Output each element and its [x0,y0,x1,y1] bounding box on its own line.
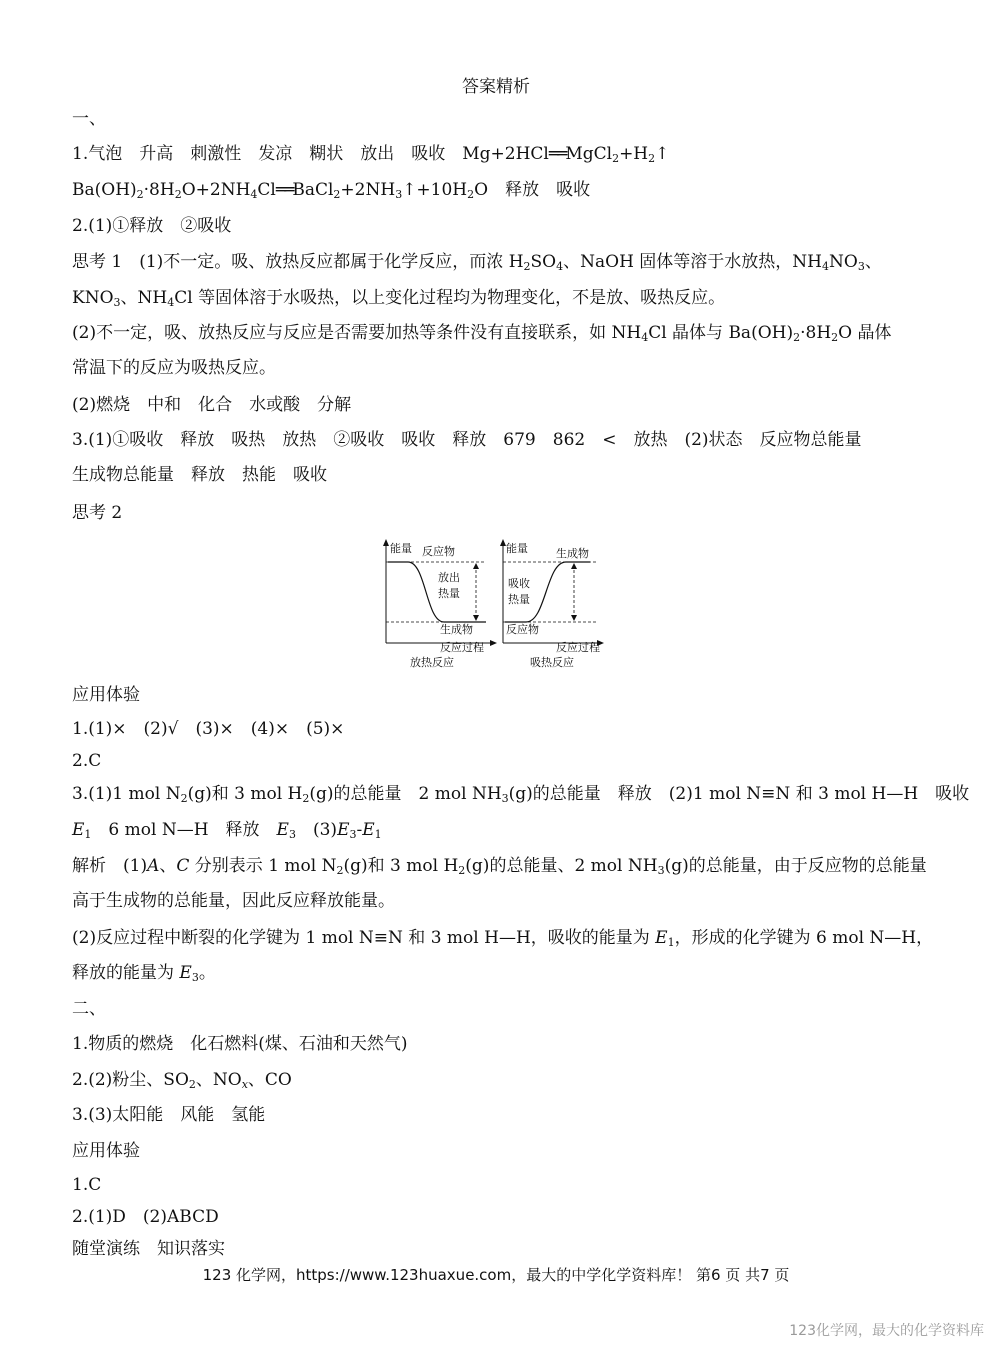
left-mid-label-2: 热量 [438,587,460,600]
think1-line-1: 思考 1 (1)不一定。吸、放热反应都属于化学反应，而浓 $H_2SO_4$、NaOH 固体等溶于水放热，$NH_4NO_3$、 [72,252,882,273]
right-energy-curve [505,562,590,622]
left-y-label: 能量 [390,542,412,555]
site-watermark: 123化学网，最大的化学资料库 [789,1323,984,1339]
section-practice-heading: 应用体验 [72,685,140,705]
practice-answer-1: 1.(1)× (2)√ (3)× (4)× (5)× [72,719,345,739]
answer-line-5: 3.(1)①吸收 释放 吸热 放热 ②吸收 吸收 释放 679 862 < 放热 (2)状态 反应物总能量 [72,430,862,450]
right-y-label: 能量 [506,542,528,555]
answer-line-2: $Ba(OH)_2\cdot 8H_2O+2NH_4Cl══BaCl_2+2NH_3↑+10H_2O$ 释放 吸收 [72,180,591,201]
left-delta-arrow-down [473,615,479,621]
energy-diagram [378,535,618,680]
section-one-heading: 一、 [72,109,106,129]
exothermic-diagram [383,539,497,669]
right-x-label: 反应过程 [556,641,600,654]
right-delta-arrow-up [571,563,577,569]
left-top-label: 反应物 [422,545,455,558]
right-top-label: 生成物 [556,547,589,560]
section-two-practice-2: 2.(1)D (2)ABCD [72,1207,219,1227]
think1-line-3: (2)不一定，吸、放热反应与反应是否需要加热等条件没有直接联系，如 $NH_4Cl$ 晶体与 $Ba(OH)_2\cdot 8H_2O$ 晶体 [72,323,892,344]
analysis-line-2: 高于生成物的总能量，因此反应释放能量。 [72,891,395,911]
practice-answer-3-line-1: 3.(1)1 mol $N_2(g)$和 3 mol $H_2(g)$的总能量 2 mol $NH_3(g)$的总能量 释放 (2)1 mol N≡N 和 3 mol H—H 吸收 [72,784,970,805]
answer-line-6: 生成物总能量 释放 热能 吸收 [72,465,327,485]
section-two-heading: 二、 [72,999,106,1019]
right-mid-label-1: 吸收 [508,577,530,590]
right-mid-label-2: 热量 [508,593,530,606]
answer-line-3: 2.(1)①释放 ②吸收 [72,216,232,236]
think2-heading: 思考 2 [72,503,123,523]
analysis-line-1: 解析 (1)A、C 分别表示 1 mol $N_2(g)$和 3 mol $H_2(g)$的总能量、2 mol $NH_3(g)$的总能量，由于反应物的总能量 [72,856,927,877]
practice-answer-2: 2.C [72,751,102,771]
section-two-answer-2: 2.(2)粉尘、$SO_2$、$NO_x$、CO [72,1070,292,1091]
left-energy-curve [388,562,486,622]
endothermic-diagram [500,539,604,669]
left-y-arrow [383,539,389,546]
left-caption: 放热反应 [410,656,454,669]
left-x-label: 反应过程 [440,641,484,654]
left-x-arrow [490,640,497,646]
section-two-answer-1: 1.物质的燃烧 化石燃料(煤、石油和天然气) [72,1034,408,1054]
analysis-line-3: (2)反应过程中断裂的化学键为 1 mol N≡N 和 3 mol H—H，吸收的能量为 $E_1$，形成的化学键为 6 mol N—H， [72,928,934,949]
energy-diagram-svg [378,535,618,675]
section-two-practice-1: 1.C [72,1175,102,1195]
think1-line-2: $KNO_3$、$NH_4Cl$ 等固体溶于水吸热，以上变化过程均为物理变化，不是放、吸热反应。 [72,288,726,309]
section-two-answer-3: 3.(3)太阳能 风能 氢能 [72,1105,266,1125]
right-caption: 吸热反应 [530,656,574,669]
right-bottom-label: 反应物 [506,623,539,636]
left-bottom-label: 生成物 [440,623,473,636]
section-two-practice-heading: 应用体验 [72,1141,140,1161]
right-delta-arrow-down [571,615,577,621]
page-footer: 123 化学网，https://www.123huaxue.com，最大的中学化学资料库！ 第6 页 共7 页 [202,1266,790,1284]
section-drill-heading: 随堂演练 知识落实 [72,1239,225,1259]
answer-line-4: (2)燃烧 中和 化合 水或酸 分解 [72,395,352,415]
answer-line-1: 1.气泡 升高 刺激性 发凉 糊状 放出 吸收 $Mg+2HCl══MgCl_2+H_2↑$ [72,144,670,165]
practice-answer-3-line-2: $E_1$ 6 mol N—H 释放 $E_3$ $(3)E_3-E_1$ [72,820,382,841]
left-delta-arrow-up [473,563,479,569]
think1-line-4: 常温下的反应为吸热反应。 [72,358,276,378]
left-mid-label-1: 放出 [438,571,460,584]
page-title: 答案精析 [462,77,530,97]
analysis-line-4: 释放的能量为 $E_3$。 [72,963,216,984]
